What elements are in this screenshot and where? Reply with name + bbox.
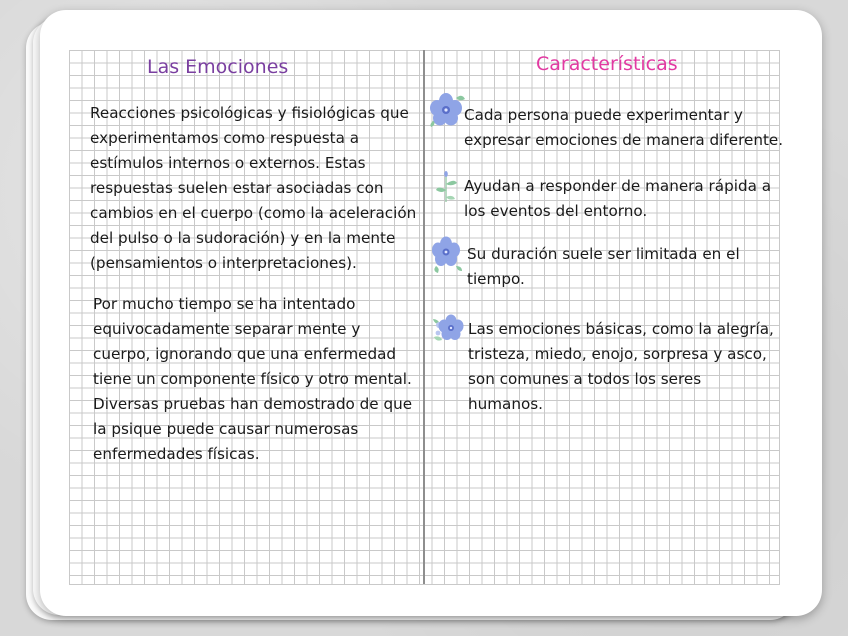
blue-flower-icon <box>428 92 468 128</box>
text-line: tiempo. <box>467 270 525 288</box>
text-line: son comunes a todos los seres <box>468 370 702 388</box>
text-line: Reacciones psicológicas y fisiológicas que <box>90 104 409 122</box>
left-page-title: Las Emociones <box>147 56 289 78</box>
left-paragraph-2 <box>93 292 412 467</box>
flower-bouquet-icon <box>430 313 466 347</box>
leaf-sprig-icon <box>434 170 462 206</box>
page-fold-line <box>423 50 425 584</box>
characteristic-item-1 <box>464 103 783 153</box>
text-line: equivocadamente separar mente y <box>93 320 361 338</box>
left-paragraph-1 <box>90 101 416 276</box>
characteristic-item-3 <box>467 242 740 292</box>
text-line: (pensamientos o interpretaciones). <box>90 254 357 272</box>
text-line: Por mucho tiempo se ha intentado <box>93 295 356 313</box>
text-line: Cada persona puede experimentar y <box>464 106 743 124</box>
text-line: Diversas pruebas han demostrado de que <box>93 395 413 413</box>
text-line: experimentamos como respuesta a <box>90 129 360 147</box>
text-line: cambios en el cuerpo (como la aceleración <box>90 204 417 222</box>
text-line: Las emociones básicas, como la alegría, <box>468 320 774 338</box>
characteristic-item-2 <box>464 174 771 224</box>
text-line: expresar emociones de manera diferente. <box>464 131 784 149</box>
blue-flower-icon <box>430 236 466 274</box>
text-line: los eventos del entorno. <box>464 202 648 220</box>
characteristic-item-4 <box>468 317 774 417</box>
text-line: respuestas suelen estar asociadas con <box>90 179 384 197</box>
right-page-title: Características <box>536 53 678 75</box>
text-line: estímulos internos o externos. Estas <box>90 154 366 172</box>
text-line: tiene un componente físico y otro mental. <box>93 370 412 388</box>
text-line: cuerpo, ignorando que una enfermedad <box>93 345 397 363</box>
text-line: del pulso o la sudoración) y en la mente <box>90 229 396 247</box>
text-line: Su duración suele ser limitada en el <box>467 245 740 263</box>
text-line: Ayudan a responder de manera rápida a <box>464 177 772 195</box>
text-line: enfermedades físicas. <box>93 445 260 463</box>
text-line: humanos. <box>468 395 544 413</box>
text-line: tristeza, miedo, enojo, sorpresa y asco, <box>468 345 767 363</box>
text-line: la psique puede causar numerosas <box>93 420 359 438</box>
